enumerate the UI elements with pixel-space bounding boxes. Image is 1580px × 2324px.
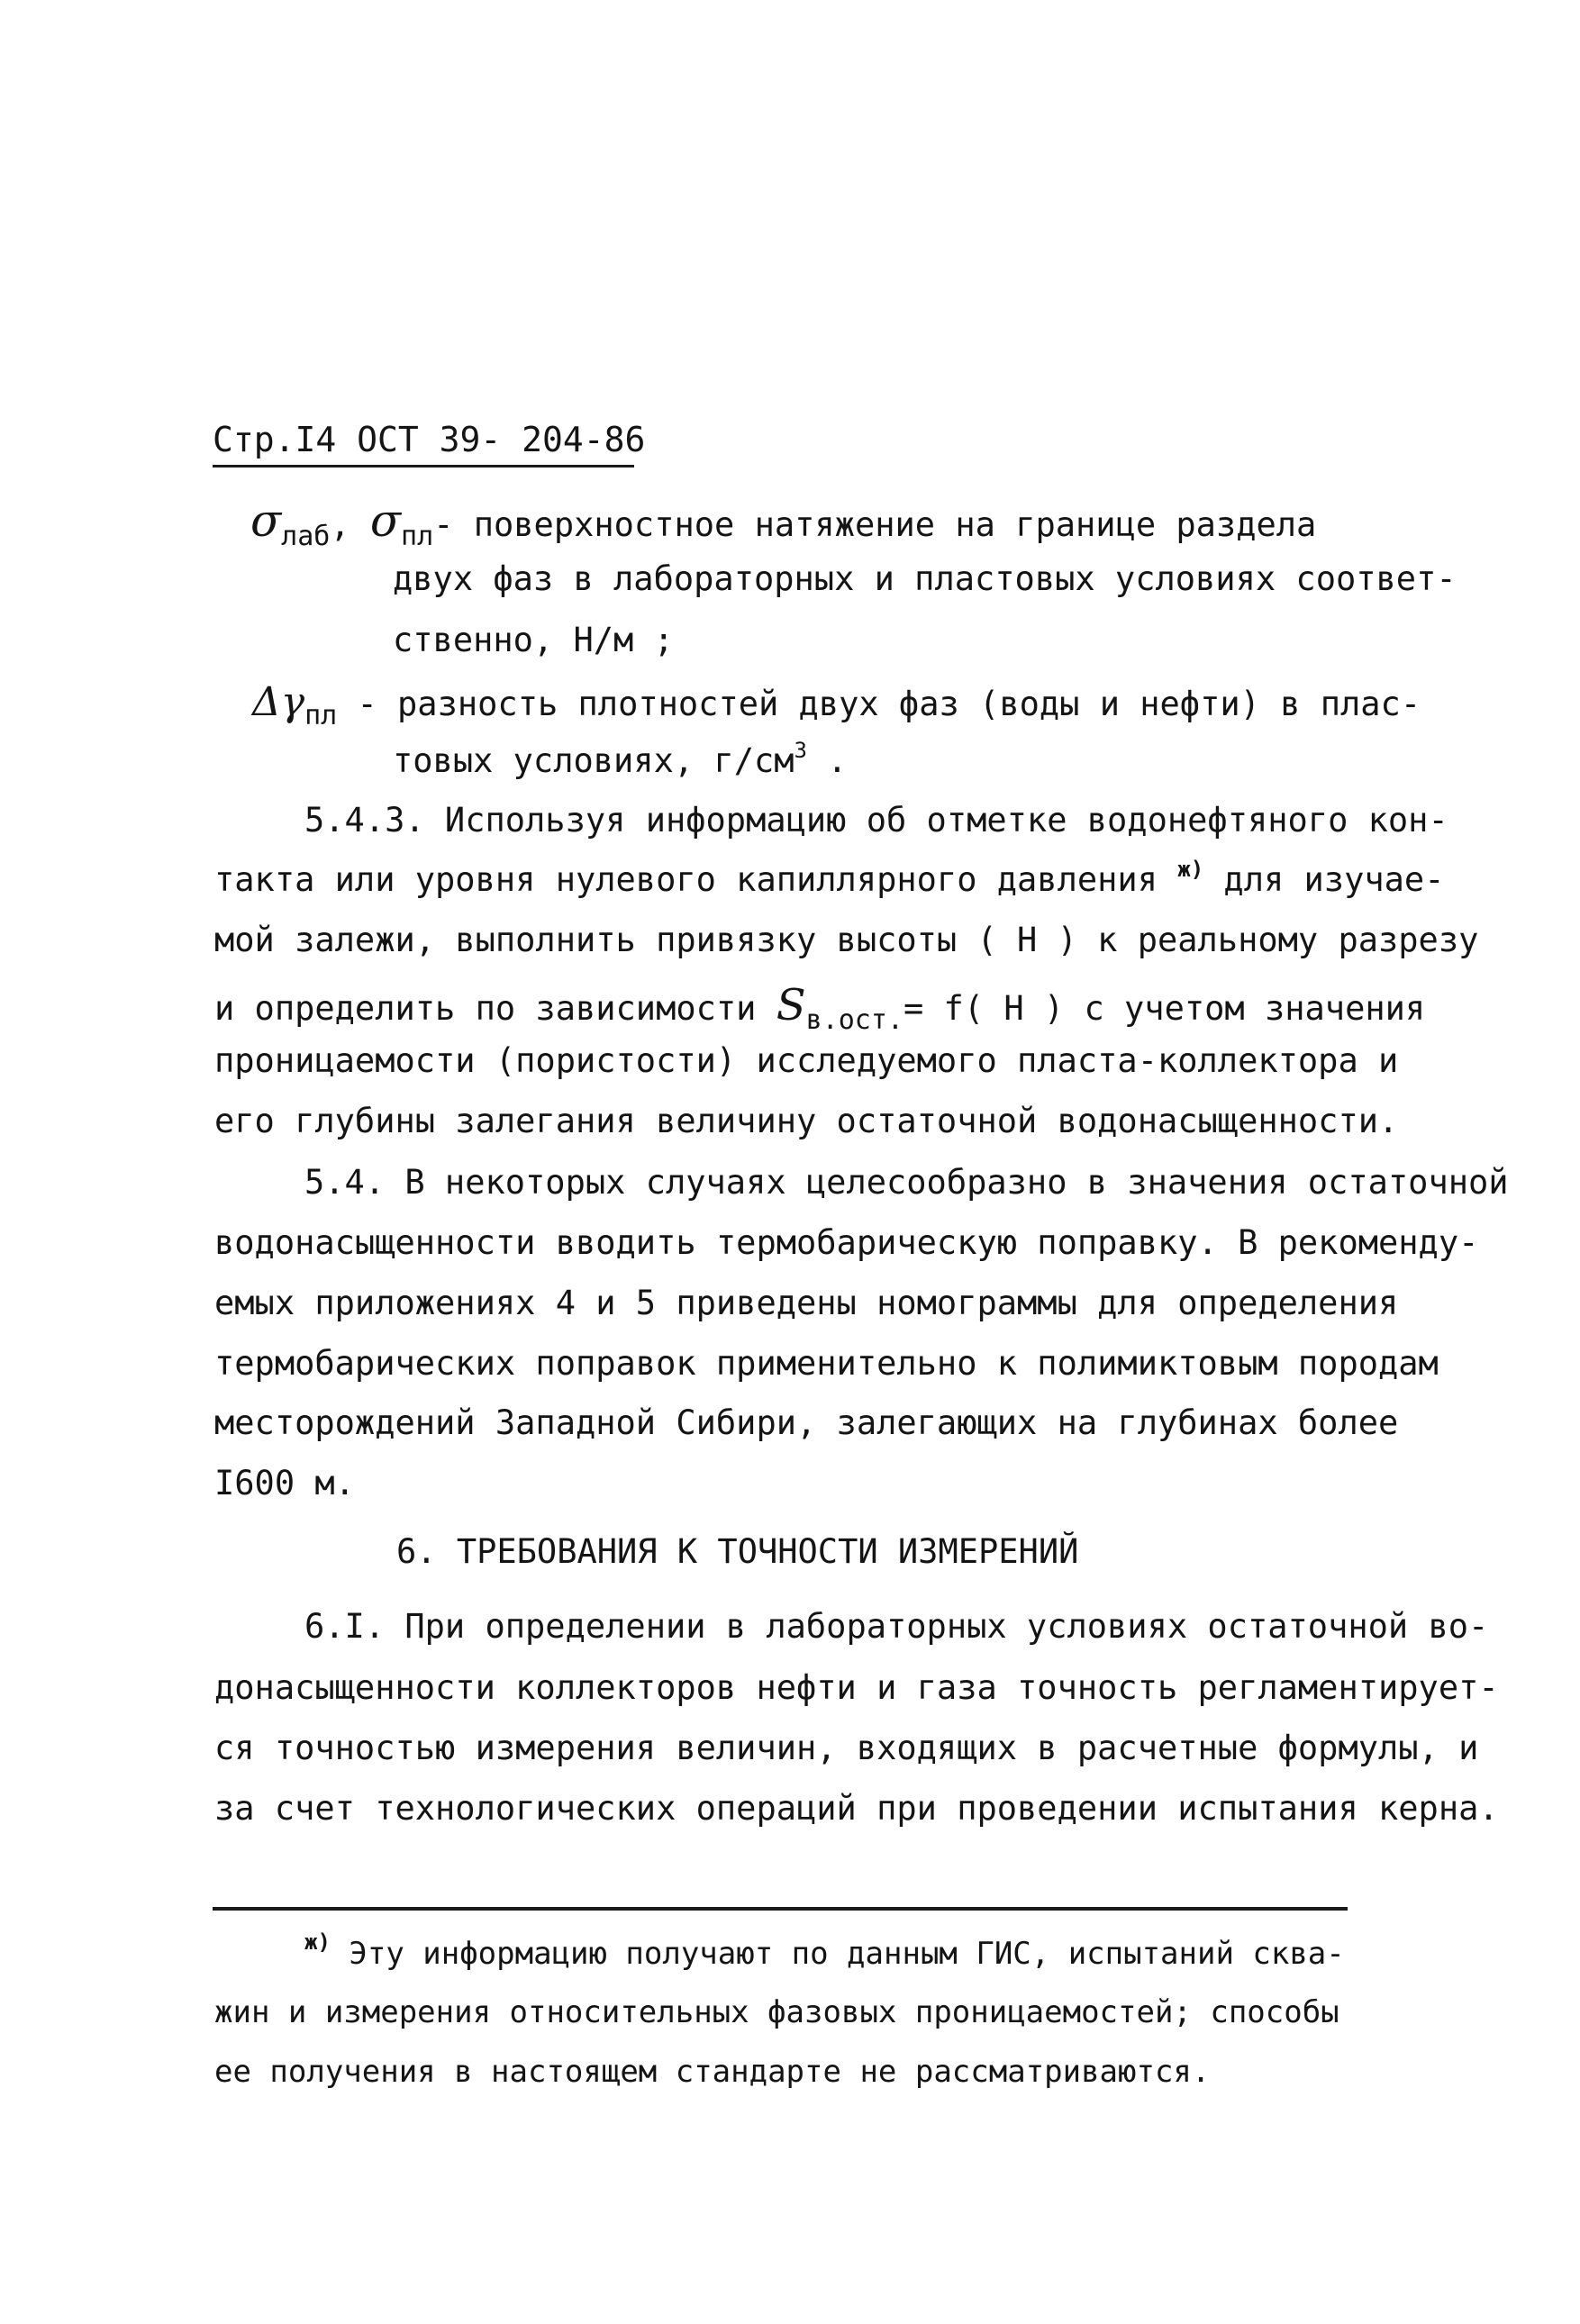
unit-superscript: 3 xyxy=(794,738,807,763)
gamma-def-end: . xyxy=(806,741,848,780)
sigma-symbol: σ xyxy=(250,495,282,547)
para-543-line-2-end: для изучае- xyxy=(1203,860,1445,899)
sigma-definition-line-1 xyxy=(250,495,1317,552)
footnote-line-1 xyxy=(304,1929,1345,1972)
footnote-text-1: Эту информацию получают по данным ГИС, испытаний сква- xyxy=(330,1936,1345,1972)
s-symbol: S xyxy=(776,980,806,1030)
para-543-line-1: 5.4.3. Используя информацию об отметке водонефтяного кон- xyxy=(304,801,1448,840)
sigma-separator: , xyxy=(330,505,350,544)
gamma-def-text-2: товых условиях, г/см xyxy=(393,741,795,780)
para-543-line-5: проницаемости (пористости) исследуемого пласта-коллектора и xyxy=(214,1041,1399,1080)
section-6-heading: 6. ТРЕБОВАНИЯ К ТОЧНОСТИ ИЗМЕРЕНИЙ xyxy=(396,1532,1079,1571)
para-61-line-3: ся точностью измерения величин, входящих в расчетные формулы, и xyxy=(214,1729,1479,1767)
delta-gamma-symbol: Δγ xyxy=(252,679,305,725)
para-54-line-6: I600 м. xyxy=(214,1464,355,1502)
page-header: Стр.I4 ОСТ 39- 204-86 xyxy=(213,420,634,468)
para-54-line-4: термобарических поправок применительно к полимиктовым породам xyxy=(214,1344,1439,1383)
sigma-sub-pl: пл xyxy=(401,521,434,552)
para-543-line-6: его глубины залегания величину остаточной водонасыщенности. xyxy=(214,1102,1399,1140)
para-543-line-2-text: такта или уровня нулевого капиллярного давления xyxy=(214,860,1178,899)
para-54-line-2: водонасыщенности вводить термобарическую поправку. В рекоменду- xyxy=(214,1223,1479,1262)
function-eq: = f xyxy=(904,989,964,1028)
s-subscript: в.ост. xyxy=(805,1004,904,1036)
para-543-line-3: мой залежи, выполнить привязку высоты ( Н ) к реальному разрезу xyxy=(214,921,1479,959)
footnote-mark: ж) xyxy=(304,1929,331,1955)
sigma-definition-line-3: ственно, Н/м ; xyxy=(393,621,674,659)
para-543-line-2 xyxy=(214,857,1445,899)
gamma-definition-line-1 xyxy=(252,679,1421,731)
footnote-line-2: жин и измерения относительных фазовых проницаемостей; способы xyxy=(214,1994,1339,2030)
para-54-line-3: емых приложениях 4 и 5 приведены номограммы для определения xyxy=(214,1284,1399,1322)
gamma-definition-line-2 xyxy=(393,738,848,780)
sigma-definition-line-2: двух фаз в лабораторных и пластовых условиях соответ- xyxy=(393,559,1457,598)
para-543-line-4-text: и определить по зависимости xyxy=(214,989,776,1028)
para-61-line-2: донасыщенности коллекторов нефти и газа точность регламентирует- xyxy=(214,1668,1499,1707)
footnote-divider xyxy=(213,1907,1348,1911)
para-54-line-1: 5.4. В некоторых случаях целесообразно в значения остаточной xyxy=(304,1163,1509,1202)
para-54-line-5: месторождений Западной Сибири, залегающих на глубинах более xyxy=(214,1403,1399,1442)
gamma-def-text-1: - разность плотностей двух фаз (воды и нефти) в плас- xyxy=(357,685,1421,723)
sigma-symbol-2: σ xyxy=(369,495,402,547)
sigma-sub-lab: лаб xyxy=(281,521,331,552)
para-543-line-4-end: ( Н ) с учетом значения xyxy=(963,989,1426,1028)
para-61-line-1: 6.I. При определении в лабораторных условиях остаточной во- xyxy=(304,1607,1489,1646)
sigma-def-text-1: поверхностное натяжение на границе раздела xyxy=(473,505,1317,544)
gamma-sub-pl: пл xyxy=(304,700,338,731)
para-543-line-4 xyxy=(214,980,1426,1036)
sigma-dash: - xyxy=(433,505,454,544)
footnote-ref-mark: ж) xyxy=(1177,857,1204,882)
para-61-line-4: за счет технологических операций при проведении испытания керна. xyxy=(214,1789,1499,1828)
footnote-line-3: ее получения в настоящем стандарте не рассматриваются. xyxy=(214,2054,1211,2090)
